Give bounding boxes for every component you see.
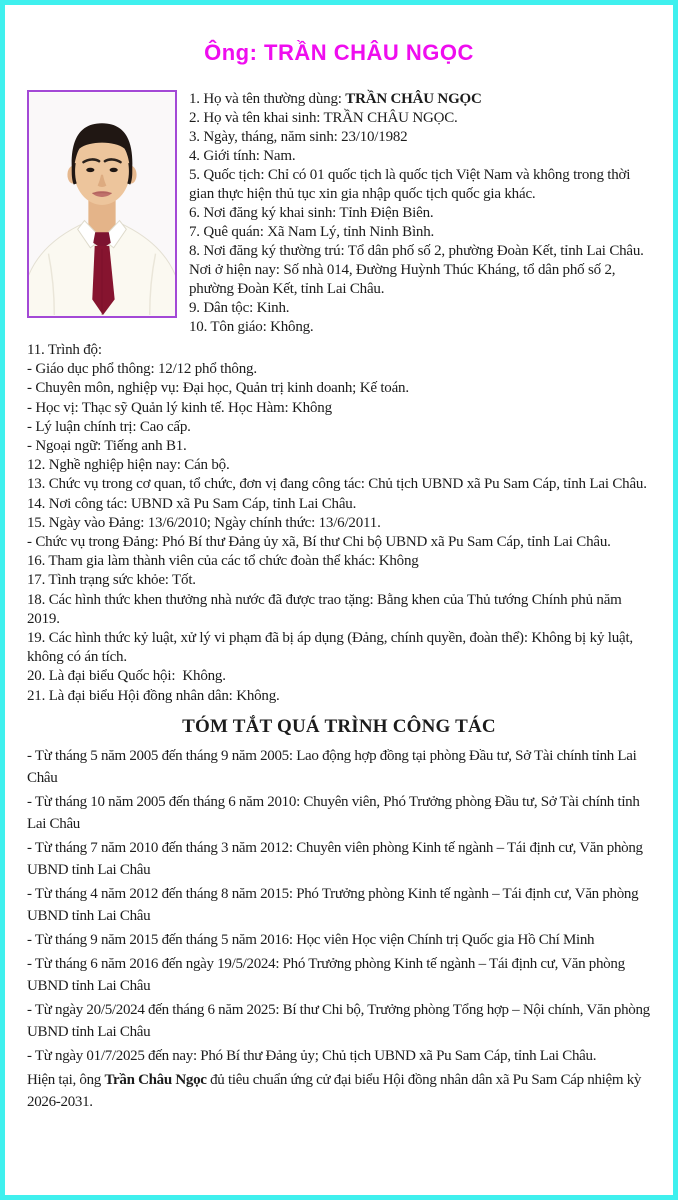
info-item-4: 4. Giới tính: Nam. — [189, 148, 296, 164]
career-entry-6: - Từ tháng 6 năm 2016 đến ngày 19/5/2024: Phó Trưởng phòng Kinh tế ngành – Tái định cư, Văn phòng UBND tỉnh Lai Châu — [27, 955, 629, 994]
info-item-12: 12. Nghề nghiệp hiện nay: Cán bộ. — [27, 457, 230, 474]
info-item-11-political-theory: - Lý luận chính trị: Cao cấp. — [27, 418, 191, 435]
candidate-photo-frame — [27, 90, 177, 318]
career-entry-4: - Từ tháng 4 năm 2012 đến tháng 8 năm 2015: Phó Trưởng phòng Kinh tế ngành – Tái định cư, Văn phòng UBND tỉnh Lai Châu — [27, 885, 642, 924]
info-item-8: 8. Nơi đăng ký thường trú: Tổ dân phố số 2, phường Đoàn Kết, tỉnh Lai Châu. — [189, 243, 644, 259]
eligibility-statement-name: Trần Châu Ngọc — [104, 1071, 207, 1088]
career-entry-8: - Từ ngày 01/7/2025 đến nay: Phó Bí thư Đảng ủy; Chủ tịch UBND xã Pu Sam Cáp, tỉnh Lai Châu. — [27, 1047, 597, 1064]
career-entry-5: - Từ tháng 9 năm 2015 đến tháng 5 năm 2016: Học viên Học viện Chính trị Quốc gia Hồ Chí Minh — [27, 931, 595, 948]
eligibility-statement — [27, 1069, 651, 1113]
eligibility-statement-suffix: đủ tiêu chuẩn ứng cử đại biểu Hội đồng nhân dân xã Pu Sam Cáp nhiệm kỳ 2026-2031. — [27, 1071, 645, 1110]
candidate-portrait-photo — [29, 92, 175, 316]
info-item-6: 6. Nơi đăng ký khai sinh: Tỉnh Điện Biên. — [189, 205, 434, 221]
info-item-2: 2. Họ và tên khai sinh: TRẦN CHÂU NGỌC. — [189, 110, 458, 126]
career-summary-heading: TÓM TẮT QUÁ TRÌNH CÔNG TÁC — [182, 715, 496, 737]
info-item-11-education: - Giáo dục phổ thông: 12/12 phổ thông. — [27, 361, 257, 378]
page-title: Ông: TRẦN CHÂU NGỌC — [204, 40, 474, 65]
info-item-13: 13. Chức vụ trong cơ quan, tổ chức, đơn vị đang công tác: Chủ tịch UBND xã Pu Sam Cáp, tỉnh Lai Châu. — [27, 476, 647, 493]
career-entry-3: - Từ tháng 7 năm 2010 đến tháng 3 năm 2012: Chuyên viên phòng Kinh tế ngành – Tái định cư, Văn phòng UBND tỉnh Lai Châu — [27, 839, 647, 878]
info-item-9: 9. Dân tộc: Kinh. — [189, 300, 290, 316]
career-entry-1: - Từ tháng 5 năm 2005 đến tháng 9 năm 2005: Lao động hợp đồng tại phòng Đầu tư, Sở Tài chính tỉnh Lai Châu — [27, 747, 640, 786]
info-item-18: 18. Các hình thức khen thưởng nhà nước đã được trao tặng: Bằng khen của Thủ tướng Chính phủ năm 2019. — [27, 591, 626, 627]
info-item-20: 20. Là đại biểu Quốc hội: Không. — [27, 668, 226, 685]
info-item-19: 19. Các hình thức kỷ luật, xử lý vi phạm đã bị áp dụng (Đảng, chính quyền, đoàn thể): Không bị kỷ luật, không có án tích. — [27, 630, 637, 666]
info-item-1-label: 1. Họ và tên thường dùng: — [189, 91, 346, 107]
info-item-11-degree: - Học vị: Thạc sỹ Quản lý kinh tế. Học Hàm: Không — [27, 399, 332, 416]
career-entry-7: - Từ ngày 20/5/2024 đến tháng 6 năm 2025: Bí thư Chi bộ, Trưởng phòng Tổng hợp – Nội chính, Văn phòng UBND tỉnh Lai Châu — [27, 1001, 654, 1040]
info-item-14: 14. Nơi công tác: UBND xã Pu Sam Cáp, tỉnh Lai Châu. — [27, 495, 357, 512]
info-item-15-party-position: - Chức vụ trong Đảng: Phó Bí thư Đảng ủy xã, Bí thư Chi bộ UBND xã Pu Sam Cáp, tỉnh Lai Châu. — [27, 534, 611, 551]
info-item-16: 16. Tham gia làm thành viên của các tổ chức đoàn thể khác: Không — [27, 553, 419, 570]
info-item-3: 3. Ngày, tháng, năm sinh: 23/10/1982 — [189, 129, 408, 145]
personal-info-top-section — [27, 90, 651, 337]
info-item-17: 17. Tình trạng sức khỏe: Tốt. — [27, 572, 196, 589]
personal-info-full-list — [27, 341, 651, 706]
document-content — [5, 90, 673, 1113]
info-item-1 — [189, 90, 651, 109]
info-item-11: 11. Trình độ: — [27, 342, 102, 358]
info-item-1-name-value: TRẦN CHÂU NGỌC — [345, 91, 482, 107]
info-item-11-foreign-language: - Ngoại ngữ: Tiếng anh B1. — [27, 438, 187, 455]
career-entry-2: - Từ tháng 10 năm 2005 đến tháng 6 năm 2010: Chuyên viên, Phó Trưởng phòng Đầu tư, Sở Tài chính tỉnh Lai Châu — [27, 793, 644, 832]
info-item-5: 5. Quốc tịch: Chỉ có 01 quốc tịch là quốc tịch Việt Nam và không trong thời gian thực hiện thủ tục xin gia nhập quốc tịch quốc gia khác. — [189, 167, 634, 202]
info-item-21: 21. Là đại biểu Hội đồng nhân dân: Không. — [27, 687, 280, 704]
info-item-8-current-residence: Nơi ở hiện nay: Số nhà 014, Đường Huỳnh Thúc Kháng, tổ dân phố số 2, phường Đoàn Kết, tỉnh Lai Châu. — [189, 262, 619, 297]
personal-info-side-list — [189, 90, 651, 337]
eligibility-statement-prefix: Hiện tại, ông — [27, 1071, 105, 1088]
info-item-10: 10. Tôn giáo: Không. — [189, 319, 314, 335]
info-item-7: 7. Quê quán: Xã Nam Lý, tỉnh Ninh Bình. — [189, 224, 435, 240]
info-item-11-specialty: - Chuyên môn, nghiệp vụ: Đại học, Quản trị kinh doanh; Kế toán. — [27, 380, 409, 397]
info-item-15: 15. Ngày vào Đảng: 13/6/2010; Ngày chính thức: 13/6/2011. — [27, 514, 381, 531]
career-summary-list — [27, 745, 654, 1113]
